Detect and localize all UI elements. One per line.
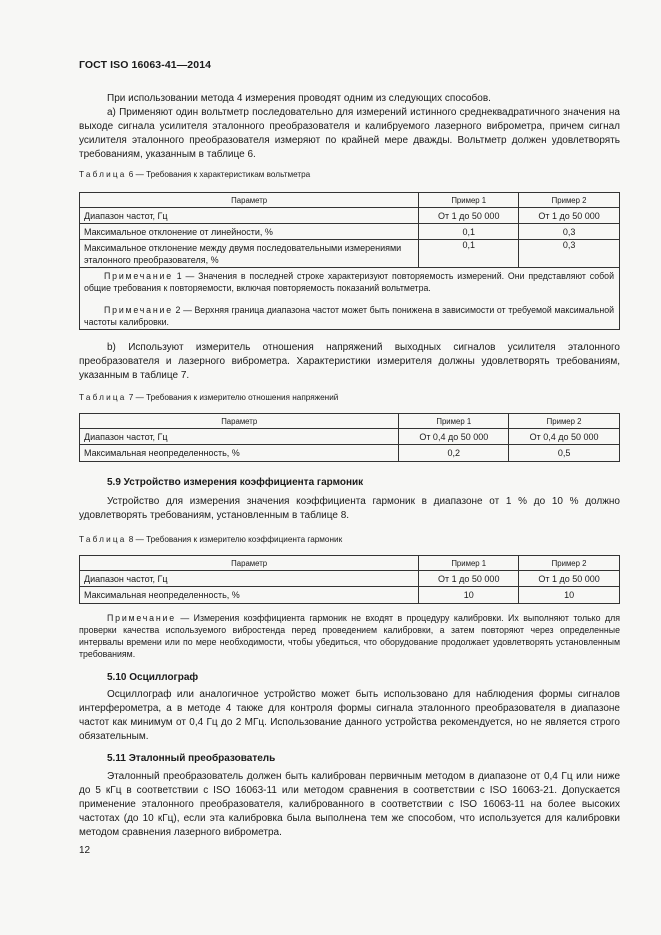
table6-note-1: Примечание 1 — Значения в последней строке характеризуют повторяемость измерений. Они представляют собой общие требования к повторяемости, включая повторяемость показаний вольтметра. [84,271,614,293]
table-row [80,587,620,604]
section-5-11-title: 5.11 Эталонный преобразователь [107,753,276,764]
table-header-row [80,556,620,571]
table-row [80,445,620,462]
table6-caption: Таблица 6 — Требования к характеристикам вольтметра [79,170,311,179]
table-row [80,224,620,240]
table-cell: От 1 до 50 000 [519,571,620,587]
table-header-cell: Пример 2 [519,193,620,208]
page-number: 12 [79,845,91,856]
intro-paragraph-1: При использовании метода 4 измерения проводят одним из следующих способов. [107,93,491,104]
section-5-9-title: 5.9 Устройство измерения коэффициента гармоник [107,477,364,488]
table-cell: От 1 до 50 000 [519,208,620,224]
table-cell: Максимальная неопределенность, % [80,445,399,462]
table-header-cell: Параметр [80,556,419,571]
table-cell: Диапазон частот, Гц [80,571,419,587]
table-cell: От 0,4 до 50 000 [399,429,509,445]
table-cell: Диапазон частот, Гц [80,429,399,445]
table-row [80,240,620,268]
section-5-9-text: Устройство для измерения значения коэффициента гармоник в диапазоне от 1 % до 10 % должно удовлетворять требованиям, установленным в таблице 8. [79,496,620,521]
table6-note-2: Примечание 2 — Верхняя граница диапазона частот может быть понижена в зависимости от требуемой максимальной частоты калибровки. [84,305,614,327]
table-header-cell: Параметр [80,414,399,429]
table-cell: 0,1 [419,224,519,240]
table-cell: Максимальное отклонение между двумя последовательными измерениями эталонного преобразователя, % [80,240,419,268]
table-header-cell: Пример 1 [419,193,519,208]
table-header-cell: Пример 2 [509,414,620,429]
table-cell: От 0,4 до 50 000 [509,429,620,445]
table-cell: 0,3 [519,224,620,240]
table-header-row [80,193,620,208]
table-cell: 0,5 [509,445,620,462]
table-row [80,208,620,224]
table-7 [79,413,620,462]
table8-caption: Таблица 8 — Требования к измерителю коэффициента гармоник [79,535,343,544]
table7-caption: Таблица 7 — Требования к измерителю отношения напряжений [79,393,339,402]
table-cell: От 1 до 50 000 [419,571,519,587]
table-cell: От 1 до 50 000 [419,208,519,224]
table-cell: Максимальная неопределенность, % [80,587,419,604]
table-cell: 10 [419,587,519,604]
table-cell: 0,3 [519,240,620,268]
document-header: ГОСТ ISO 16063-41—2014 [79,59,212,71]
table-cell: 0,2 [399,445,509,462]
table-row [80,429,620,445]
table-header-cell: Параметр [80,193,419,208]
table-header-cell: Пример 1 [399,414,509,429]
table-cell: 0,1 [419,240,519,268]
intro-paragraph-2: а) Применяют один вольтметр последовательно для измерений истинного среднеквадратичного значения на выходе сигнала усилителя эталонного преобразователя и калибруемого лазерного виброметра, причем сигнал усилителя эталонного преобразователя измеряют по крайней мере дважды. Вольтметр должен удовлетворять требованиям, указанным в таблице 6. [79,107,620,160]
table-header-cell: Пример 2 [519,556,620,571]
table-row [80,571,620,587]
table8-note: Примечание — Измерения коэффициента гармоник не входят в процедуру калибровки. Их выполняют только для проверки качества используемого вибростенда перед проведением калибровки, а затем повторяют через определенные интервалы времени или по мере необходимости, чтобы убедиться, что оборудование продолжает удовлетворять установленным требованиям. [79,613,620,659]
table-header-row [80,414,620,429]
section-5-10-text: Осциллограф или аналогичное устройство может быть использовано для наблюдения формы сигналов интерферометра, а в методе 4 также для контроля формы сигнала эталонного преобразователя в диапазоне частот как минимум от 0,4 Гц до 2 МГц. Использование данного устройства рекомендуется, но не является строго обязательным. [79,689,620,742]
section-5-10-title: 5.10 Осциллограф [107,672,199,683]
table-header-cell: Пример 1 [419,556,519,571]
table-cell: 10 [519,587,620,604]
paragraph-b: b) Используют измеритель отношения напряжений выходных сигналов усилителя эталонного преобразователя и лазерного виброметра. Характеристики измерителя должны удовлетворять требованиям, указанным в таблице 7. [79,342,620,381]
section-5-11-text: Эталонный преобразователь должен быть калиброван первичным методом в диапазоне от 0,4 Гц или ниже до 5 кГц в соответствии с ISO 16063-11 или методом сравнения в соответствии с ISO 16063-21. Допускается применение эталонного преобразователя, калиброванного в соответствии с ISO 16063-11 на более высоких частотах (до 10 кГц), если эта калибровка была выполнена тем же способом, что используется для калибровки методом сравнения лазерного виброметра. [79,771,620,838]
table-cell: Максимальное отклонение от линейности, % [80,224,419,240]
table-8 [79,555,620,604]
table-cell: Диапазон частот, Гц [80,208,419,224]
